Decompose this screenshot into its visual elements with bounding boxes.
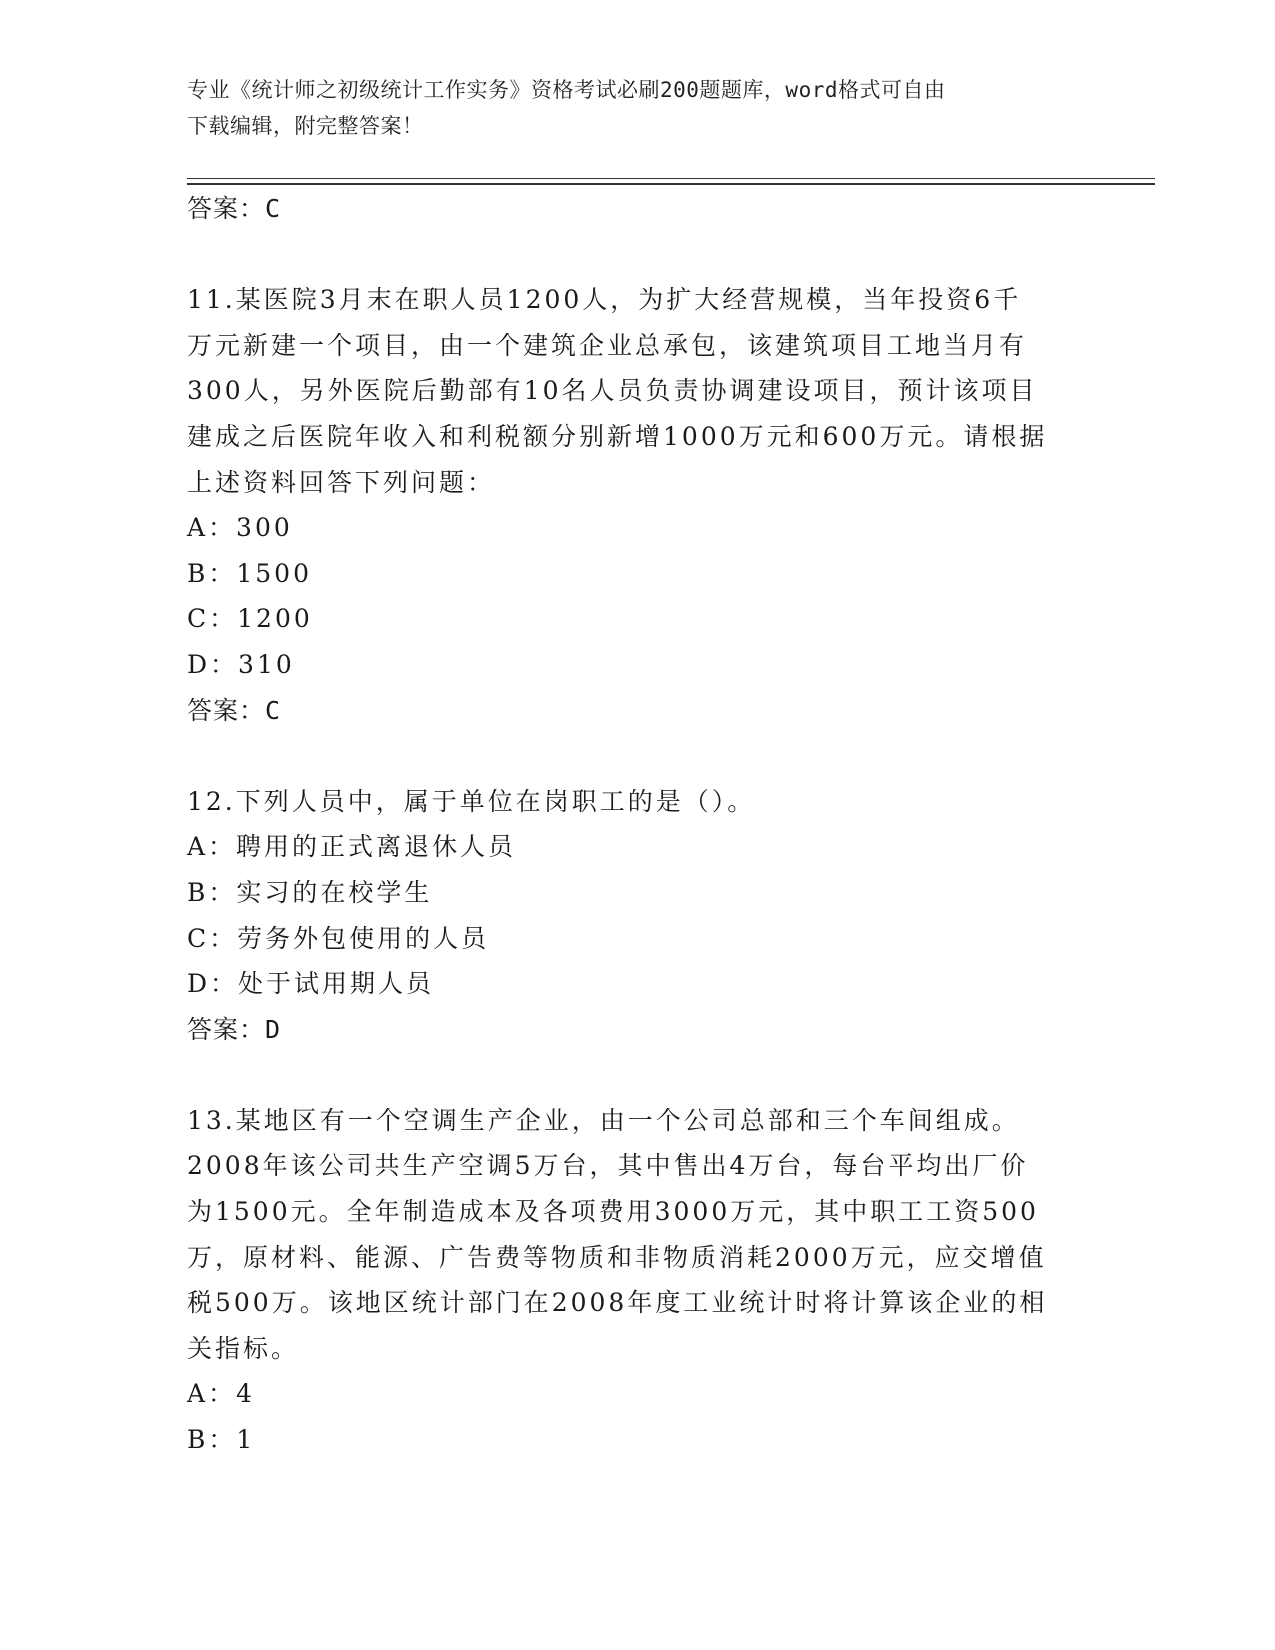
question-12 — [187, 779, 1087, 1053]
question-text-line: 11.某医院3月末在职人员1200人，为扩大经营规模，当年投资6千 — [187, 285, 1022, 315]
header-line-2: 下载编辑，附完整答案！ — [187, 114, 424, 138]
spacer — [187, 733, 1087, 779]
option-a: A：300 — [187, 513, 293, 543]
question-text-line: 建成之后医院年收入和利税额分别新增1000万元和600万元。请根据 — [187, 421, 1048, 451]
header-rule-thin — [187, 178, 1155, 179]
answer-line: 答案：C — [187, 695, 282, 725]
header-rule-thick — [187, 183, 1155, 185]
option-b: B：1 — [187, 1425, 256, 1455]
question-text-line: 为1500元。全年制造成本及各项费用3000万元，其中职工工资500 — [187, 1197, 1039, 1227]
question-text-line: 13.某地区有一个空调生产企业，由一个公司总部和三个车间组成。 — [187, 1105, 1020, 1135]
spacer — [187, 1052, 1087, 1098]
page-header — [187, 72, 1067, 144]
option-b: B：1500 — [187, 558, 312, 588]
option-c: C：1200 — [187, 604, 313, 634]
question-text-line: 关指标。 — [187, 1333, 300, 1363]
option-a: A：4 — [187, 1379, 255, 1409]
answer-line: 答案：D — [187, 1014, 282, 1044]
option-d: D：310 — [187, 649, 295, 679]
header-line-1: 专业《统计师之初级统计工作实务》资格考试必刷200题题库，word格式可自由 — [187, 78, 946, 102]
question-text-line: 上述资料回答下列问题： — [187, 467, 496, 497]
question-13 — [187, 1098, 1087, 1463]
question-text-line: 税500万。该地区统计部门在2008年度工业统计时将计算该企业的相 — [187, 1288, 1048, 1318]
question-text-line: 2008年该公司共生产空调5万台，其中售出4万台，每台平均出厂价 — [187, 1151, 1029, 1181]
option-b: B：实习的在校学生 — [187, 877, 433, 907]
answer-line: 答案：C — [187, 194, 282, 223]
option-a: A：聘用的正式离退休人员 — [187, 832, 517, 862]
option-d: D：处于试用期人员 — [187, 969, 435, 999]
option-c: C：劳务外包使用的人员 — [187, 923, 490, 953]
question-text-line: 300人，另外医院后勤部有10名人员负责协调建设项目，预计该项目 — [187, 376, 1038, 406]
question-text-line: 12.下列人员中，属于单位在岗职工的是（）。 — [187, 786, 756, 816]
question-text-line: 万元新建一个项目，由一个建筑企业总承包，该建筑项目工地当月有 — [187, 330, 1028, 360]
question-content — [187, 186, 1087, 1463]
spacer — [187, 232, 1087, 278]
question-text-line: 万，原材料、能源、广告费等物质和非物质消耗2000万元，应交增值 — [187, 1242, 1047, 1272]
question-11 — [187, 277, 1087, 733]
